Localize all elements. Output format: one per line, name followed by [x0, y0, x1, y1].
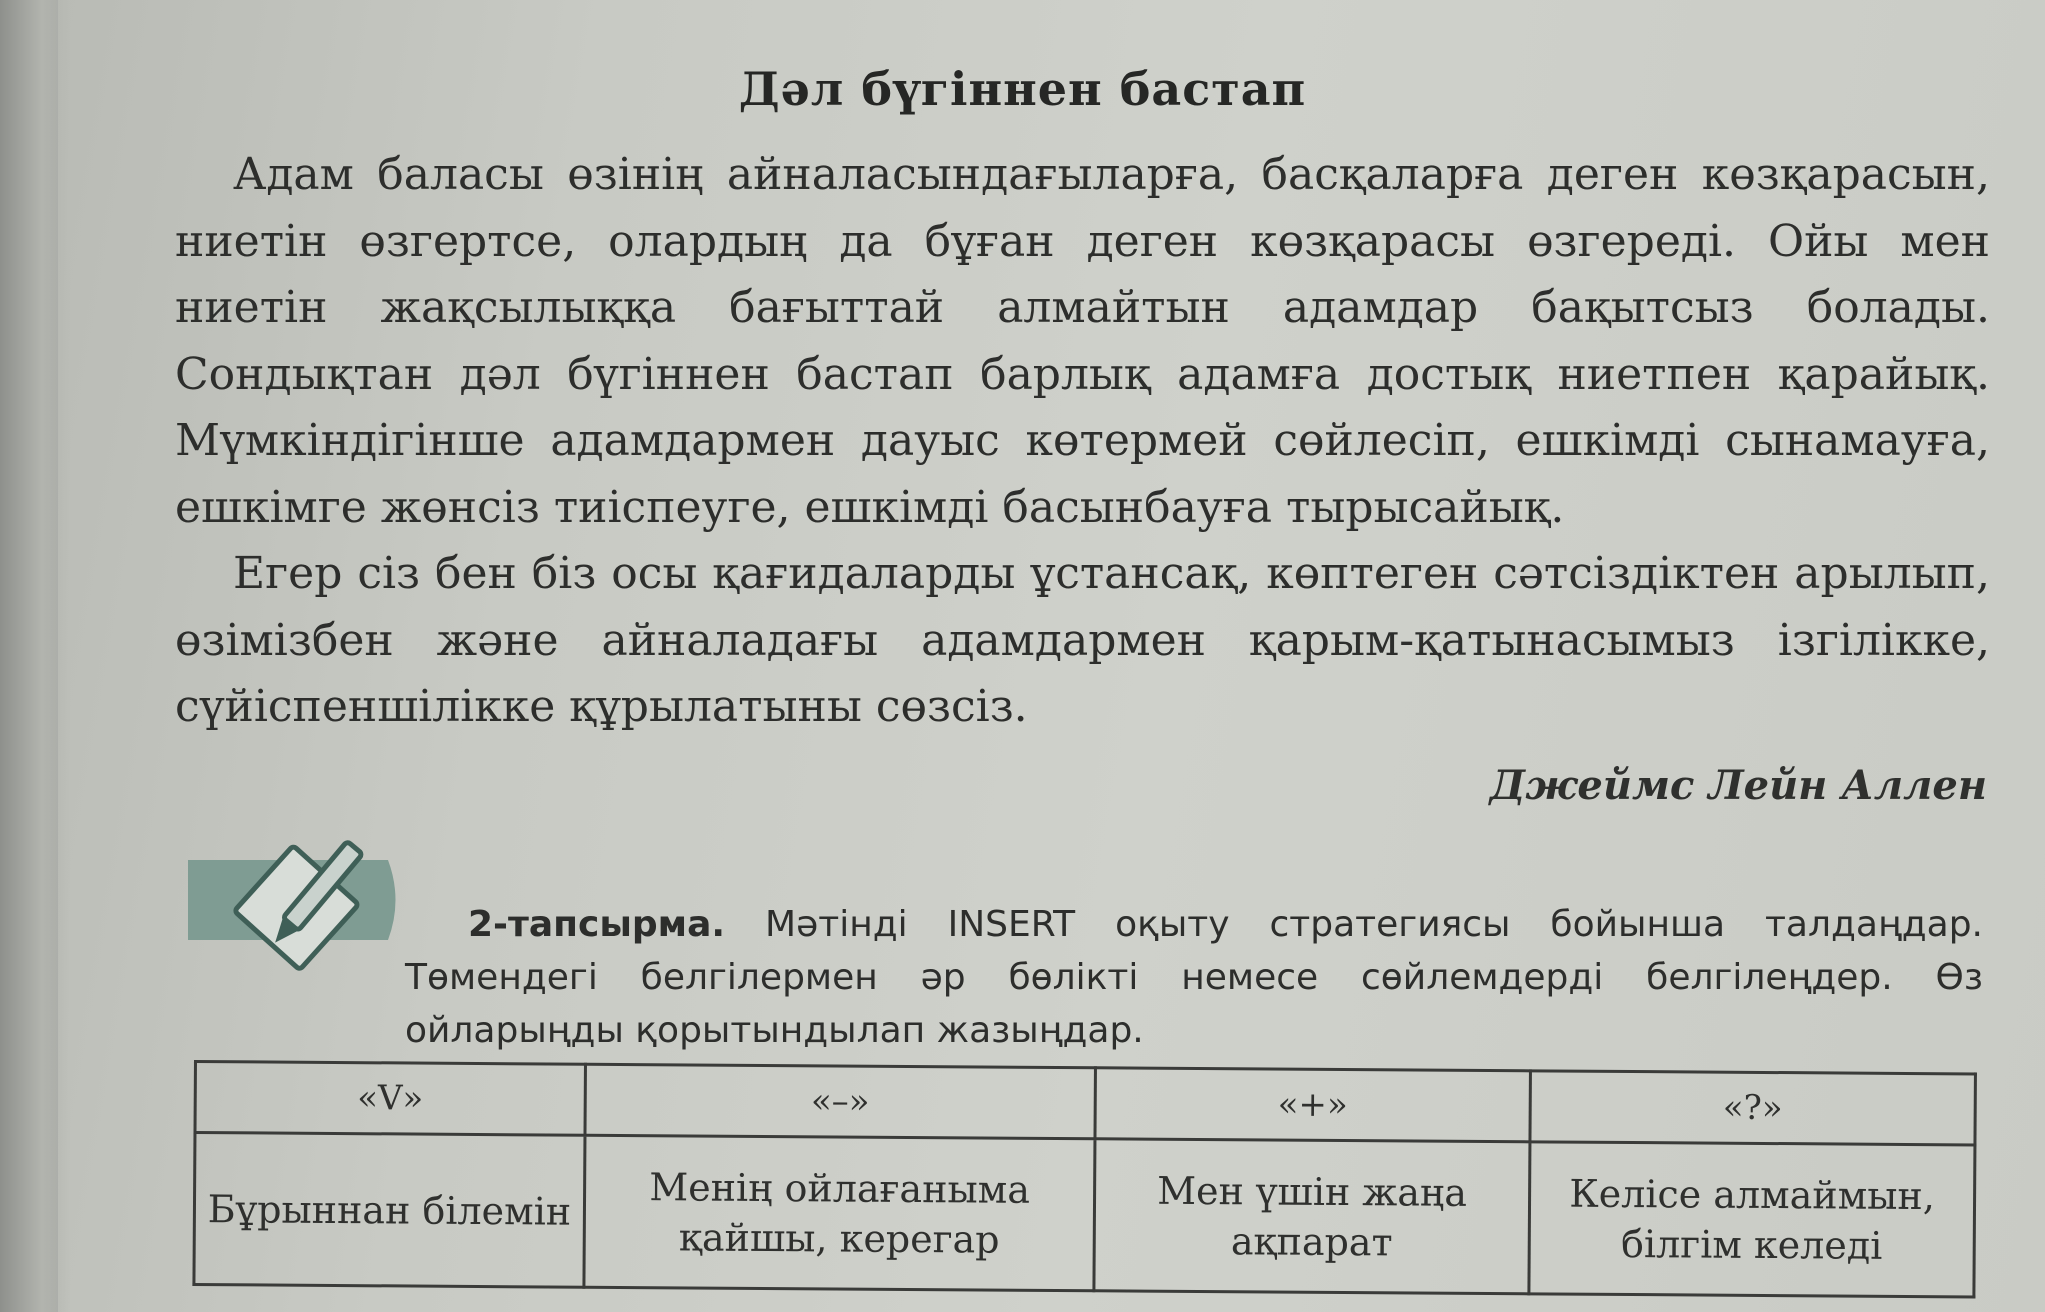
- header-plus: «+»: [1095, 1068, 1530, 1142]
- cell-contradicts: Менің ойлағаныма қайшы, керегар: [584, 1135, 1095, 1291]
- header-check: «V»: [195, 1062, 585, 1136]
- table-header-row: [195, 1062, 1975, 1145]
- insert-table: [192, 1060, 1977, 1298]
- paragraph-1: Адам баласы өзінің айналасындағыларға, басқаларға деген көзқарасын, ниетін өзгертсе, олардың да бұған деген көзқарасы өзгереді. Ойы мен ниетін жақсылыққа бағыттай алмайтын адамдар бақытсыз болады. Сондықтан дәл бүгіннен бастап барлық адамға достық ниетпен қарайық. Мүмкіндігінше адамдармен дауыс көтермей сөйлесіп, ешкімді сынамауға, ешкімге жөнсіз тиіспеуге, ешкімді басынбауға тырысайық.: [175, 149, 1990, 533]
- cell-new-info: Мен үшін жаңа ақпарат: [1094, 1139, 1530, 1294]
- table-row: [194, 1133, 1975, 1297]
- book-spine-shadow: [0, 0, 70, 1312]
- paragraph-2: Егер сіз бен біз осы қағидаларды ұстансақ, көптеген сәтсіздіктен арылып, өзімізбен және айналадағы адамдармен қарым-қатынасымыз ізгілікке, сүйіспеншілікке құрылатыны сөзсіз.: [175, 548, 1990, 732]
- task-text: Мәтінді INSERT оқыту стратегиясы бойынша талдаңдар. Төмендегі белгілермен әр бөлікті немесе сөйлемдерді белгілеңдер. Өз ойларыңды қорытындылап жазыңдар.: [405, 904, 1983, 1051]
- header-question: «?»: [1530, 1071, 1975, 1145]
- cell-disagree: Келісе алмаймын, білгім келеді: [1529, 1142, 1975, 1297]
- author-signature: Джеймс Лейн Аллен: [1489, 762, 1987, 809]
- task-label: 2-тапсырма.: [468, 904, 726, 945]
- pencil-icon: [188, 820, 403, 980]
- cell-known: Бұрыннан білемін: [194, 1133, 585, 1288]
- header-minus: «–»: [585, 1064, 1095, 1139]
- page-title: Дәл бүгіннен бастап: [738, 62, 1307, 116]
- main-text: [175, 142, 1990, 741]
- task-instruction: [405, 898, 1983, 1057]
